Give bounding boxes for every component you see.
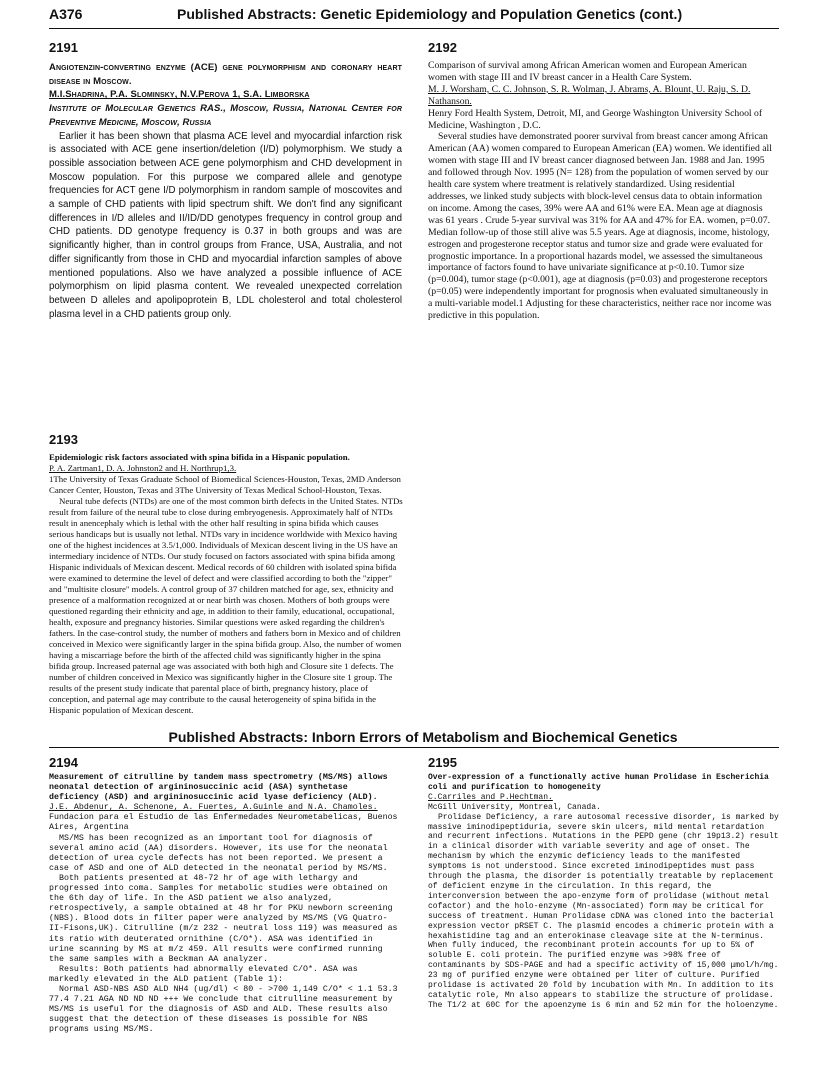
abstract-title: Over-expression of a functionally active human Prolidase in Escherichia coli and purification to homogeneity — [428, 773, 769, 792]
abstract-2194 — [49, 773, 402, 1058]
abstract-title: Angiotenzin-converting enzyme (ACE) gene polymorphism and coronary heart disease in Moscow. — [49, 62, 402, 87]
abstract-body: Earlier it has been shown that plasma ACE level and myocardial infarction risk is associated with ACE gene insertion/deletion (I/D) polymorphism. We study a possible association between ACE gene polymorphism and CHD development in Moscow population. For this purpose we compared allele and genotype frequencies for ACT gene I/D polymorphism in random sample of moscovites and a sample of CHD patients with lipid spectrum shift. We don't find any significant differences in I/D alleles and II/ID/DD genotypes frequency in control group and CHD patients. DD genotype frequency is 0.37 in both groups and was are significantly higher, than in control groups from France, USA, Australia, and not differ significantly from those in CHD and myocardial infarction samples of above mentioned populations. Also we have analyzed a possible influence of ACE polymorphism on lipid plasma content. We revealed unexpected correlation between D alleles and apolipoprotein B, LDL cholesterol and total cholesterol plasma level in a CHD patients group only. — [49, 130, 402, 320]
page-title: Published Abstracts: Genetic Epidemiology and Population Genetics (cont.) — [177, 6, 683, 22]
abstract-authors: J.E. Abdenur, A. Schenone, A. Fuertes, A.Guinle and N.A. Chamoles. — [49, 803, 378, 813]
page-header — [49, 6, 779, 29]
abstract-body: MS/MS has been recognized as an important tool for diagnosis of several amino acid (AA) disorders. However, its use for the neonatal detection of urea cycle defects has not been reported. We present a case of ASD and one of ALD detected in the neonatal period by MS/MS. — [49, 833, 388, 873]
abstract-number-2194: 2194 — [49, 755, 78, 770]
abstract-2195 — [428, 773, 780, 1023]
abstract-body-results: Results: Both patients had abnormally elevated C/O*. ASA was markedly elevated in the ALD patient (Table 1): — [49, 964, 358, 984]
abstract-affiliation: Henry Ford Health System, Detroit, MI, and George Washington University School of Medicine, Washington , D.C. — [428, 107, 763, 131]
abstract-title: Measurement of citrulline by tandem mass spectrometry (MS/MS) allows neonatal detection of argininosuccinic acid (ASA) synthetase deficiency (ASD) and argininosuccinic acid lyase deficiency (ALD). — [49, 773, 388, 803]
abstract-authors: P. A. Zartman1, D. A. Johnston2 and H. Northrup1,3. — [49, 463, 237, 473]
abstract-body-methods: Both patients presented at 48-72 hr of age with lethargy and progressed into coma. Samples for metabolic studies were obtained on the 6th day of life. In the ASD patient we also analyzed, retrospectively, a sample obtained at 48 hr for PKU newborn screening (NBS). Blood dots in filter paper were analyzed by MS/MS (VG Quatro-II-Fisons,UK). Citrulline (m/z 232 - neutral loss 119) was measured as its ratio with deuterated ornithine (C/O*). ASA was identified in urine scanning by MS at m/z 459. All results were confirmed running the same samples with a Beckman AA analyzer. — [49, 873, 398, 964]
abstract-body: Several studies have demonstrated poorer survival from breast cancer among African American (AA) women compared to European American (EA) women. We identified all women with stage III and IV breast cancer diagnosed between Jan. 1988 and Jan. 1995 and followed through Nov. 1995 (N= 128) from the population of women served by our health care system where treatment is relatively standardized. Using residential addresses, we linked study subjects with block-level census data to obtain information on income. Among the cases, 39% were AA and 61% were EA. Mean age at diagnosis was 61 years . Crude 5-year survival was 31% for AA and 47% for EA. women, p=0.07. Median follow-up of those still alive was 5.5 years. Age at diagnosis, income, histology, estrogen and progesterone receptor status and tumor size and grade were evaluated for prognostic importance. In a proportional hazards model, we assessed the simultaneous importance of factors found to have univariate significance at p<0.10. Tumor size (p=0.004), tumor stage (p<0.001), age at diagnosis (p=0.03) and progesterone receptors (p=0.05) were independently important for prognosis when evaluated simultaneously in a multi-variable model.1 Adjusting for these characteristics, neither race nor income was predictive in this population. — [428, 131, 772, 322]
section-divider — [49, 747, 779, 748]
abstract-affiliation: Institute of Molecular Genetics RAS., Moscow, Russia, National Center for Preventive Medicine, Moscow, Russia — [49, 103, 402, 128]
abstract-affiliation: McGill University, Montreal, Canada. — [428, 802, 601, 812]
abstract-body: Neural tube defects (NTDs) are one of the most common birth defects in the United States. NTDs result from failure of the neural tube to close during embryogenesis. Approximately half of NTDs result in anencephaly which is lethal with the other half resulting in spina bifida which causes serious handicaps but is usually not lethal. NTDs vary in incidence worldwide with Mexico having one of the highest incidences at 3.5/1,000. Individuals of Mexican descent living in the US have an intermediary incidence of NTDs. Our study focused on factors associated with spina bifida among Hispanic individuals of Mexican descent. Medical records of 60 children with isolated spina bifida were examined to determine the level of defect and were classified according to both the "zipper" and "multisite closure" models. A control group of 37 children matched for age, sex, ethnicity and presence of a malformation recognized at or near birth was chosen. Mothers of both groups were questioned regarding their ethnicity and age, in addition to their family, educational, occupational, health, exposure and pregnancy histories. Similar questions were asked regarding the children's fathers. In the case-control study, the number of mothers and fathers born in Mexico and of children conceived in Mexico were significantly larger in the spina bifida group. Also, the number of women having a miscarriage before the birth of the affected child was significantly higher in the spina bifida group. Increased paternal age was associated with both high and Closure site 1 defects. The number of children conceived in Mexico was significantly higher in the Closure site 1 group. The results of the present study indicate that parental place of birth, pregnancy history, place of conception, and paternal age may contribute to the causal heterogeneity of spina bifida in the Hispanic population of Mexican descent. — [49, 496, 403, 715]
abstract-authors: M. J. Worsham, C. C. Johnson, S. R. Wolman, J. Abrams, A. Blount, U. Raju, S. D. Nathanson. — [428, 83, 751, 107]
abstract-affiliation: 1The University of Texas Graduate School of Biomedical Sciences-Houston, Texas, 2MD Anderson Cancer Center, Houston, Texas and 3The University of Texas Medical School-Houston, Texas. — [49, 474, 401, 495]
abstract-affiliation: Fundacion para el Estudio de las Enfermedades Neurometabelicas, Buenos Aires, Argentina — [49, 813, 398, 833]
section-title: Published Abstracts: Inborn Errors of Metabolism and Biochemical Genetics — [168, 729, 678, 745]
abstract-body-table: Normal ASD-NBS ASD ALD NH4 (ug/dl) < 80 - >700 1,149 C/O* < 1.1 53.3 77.4 7.21 AGA ND ND ND +++ We conclude that citrulline measurement by MS/MS is useful for the diagnosis of ASD and ALD. These results also suggest that the detection of these diseases is possible for NBS programs using MS/MS. — [49, 984, 398, 1035]
abstract-number-2191: 2191 — [49, 40, 78, 55]
abstract-authors: C.Carriles and P.Hechtman. — [428, 792, 553, 802]
abstract-number-2193: 2193 — [49, 432, 78, 447]
abstract-body: Prolidase Deficiency, a rare autosomal recessive disorder, is marked by massive iminodipeptiduria, severe skin ulcers, mild mental retardation and recurrent infections. Mutations in the PEPD gene (chr 19p13.2) result in a clinical disorder with variable severity and age of onset. The mechanism by which the enzymic deficiency leads to the manifested symptoms is not understood. Since excreted iminodipeptides must pass through the plasma, the disorder is potentially treatable by replacement of deficient enzyme in the circulation. In this regard, the interconversion between the apo-enzyme form of prolidase (without metal cofactor) and the holo-enzyme (Mn-associated) form may be critical for success of treatment. Human Prolidase cDNA was cloned into the bacterial expression vector pRSET C. The plasmid encodes a chimeric protein with a hexahistidine tag and an enterokinase cleavage site at the N-terminus. When fully induced, the recombinant protein accounts for up to 5% of soluble E. coli protein. The purified enzyme was >98% free of contaminants by SDS-PAGE and had a specific activity of 15,000 μmol/h/mg. 23 mg of purified enzyme were obtained per liter of culture. Purified prolidase is activated 20 fold by incubation with Mn. In addition to its catalytic role, Mn also appears to stabilize the structure of prolidase. The T1/2 at 60C for the apoenzyme is 6 min and 52 min for the holoenzyme. — [428, 812, 779, 1010]
abstract-number-2195: 2195 — [428, 755, 457, 770]
abstract-2192 — [428, 60, 774, 334]
abstract-authors: M.I.Shadrina, P.A. Slominsky, N.V.Perova 1, S.A. Limborska — [49, 89, 310, 101]
abstract-2191 — [49, 61, 402, 361]
abstract-2193 — [49, 452, 403, 716]
abstract-title: Comparison of survival among African American women and European American women with stage III and IV breast cancer in a Health Care System. — [428, 60, 747, 83]
abstract-number-2192: 2192 — [428, 40, 457, 55]
page-number: A376 — [49, 6, 83, 22]
abstract-title: Epidemiologic risk factors associated with spina bifida in a Hispanic population. — [49, 452, 350, 462]
